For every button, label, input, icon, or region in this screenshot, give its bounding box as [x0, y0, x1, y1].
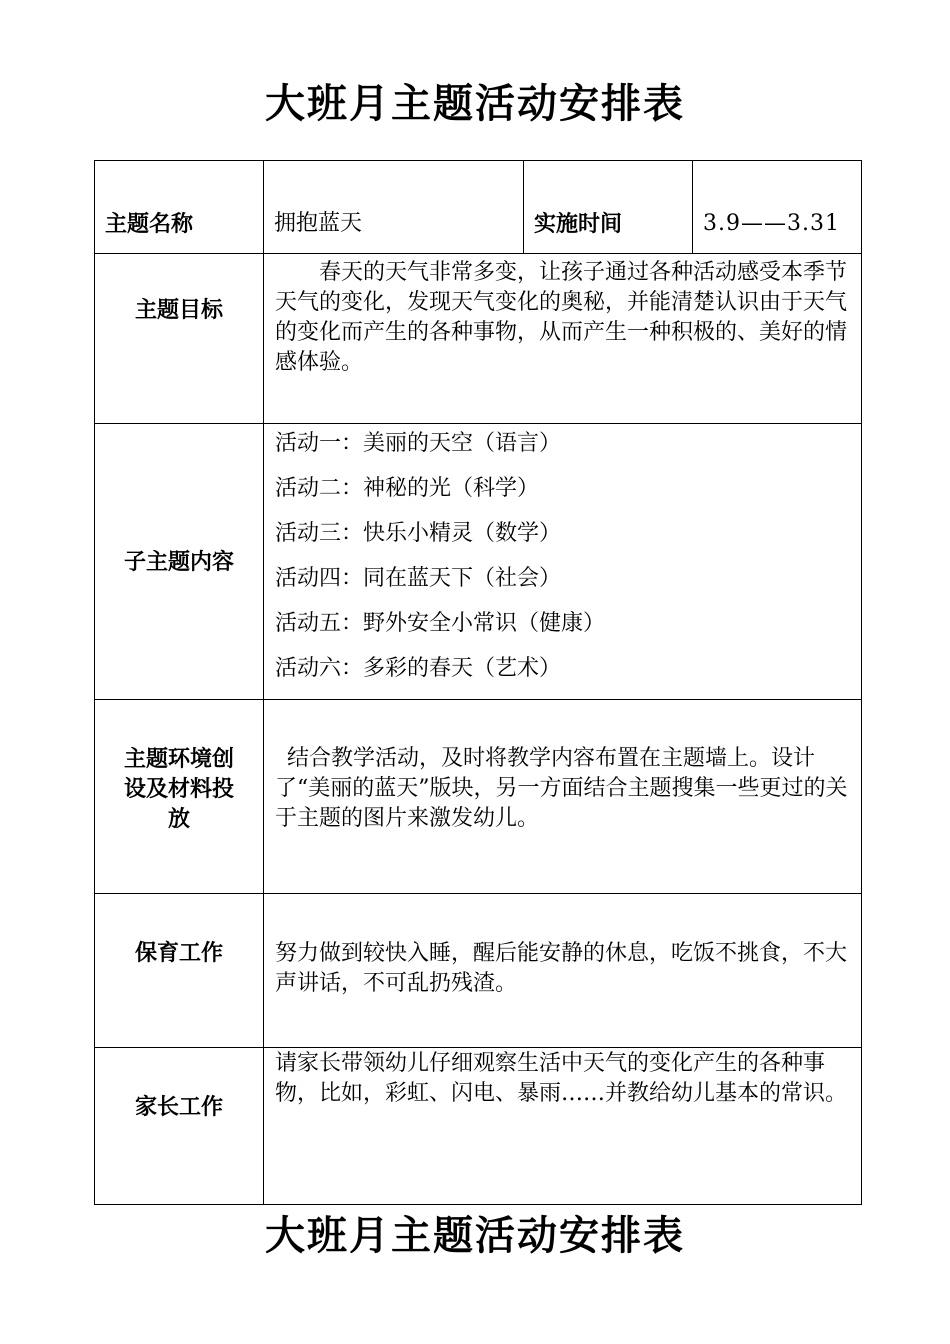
row-theme-name — [95, 161, 862, 254]
row-goal — [95, 254, 862, 424]
page-title: 大班月主题活动安排表 — [265, 80, 685, 127]
list-item: 活动三：快乐小精灵（数学） — [275, 521, 562, 546]
theme-name-value: 拥抱蓝天 — [264, 161, 524, 254]
care-label: 保育工作 — [95, 894, 264, 1048]
environment-label-line: 放 — [167, 806, 190, 832]
environment-label — [95, 700, 264, 894]
parent-text: 请家长带领幼儿仔细观察生活中天气的变化产生的各种事物，比如，彩虹、闪电、暴雨……并教给幼儿基本的常识。 — [264, 1048, 862, 1205]
sub-theme-label: 子主题内容 — [95, 424, 264, 700]
row-environment — [95, 700, 862, 894]
theme-name-label: 主题名称 — [95, 161, 264, 254]
list-item: 活动六：多彩的春天（艺术） — [275, 656, 562, 681]
goal-text: 春天的天气非常多变，让孩子通过各种活动感受本季节天气的变化，发现天气变化的奥秘，并能清楚认识由于天气的变化而产生的各种事物，从而产生一种积极的、美好的情感体验。 — [264, 254, 862, 424]
list-item: 活动四：同在蓝天下（社会） — [275, 566, 562, 591]
goal-label — [95, 254, 264, 424]
care-text: 努力做到较快入睡，醒后能安静的休息，吃饭不挑食，不大声讲话，不可乱扔残渣。 — [264, 894, 862, 1048]
environment-label-line: 主题环境创 — [123, 746, 234, 772]
row-parent — [95, 1048, 862, 1205]
row-sub-themes — [95, 424, 862, 700]
row-care — [95, 894, 862, 1048]
goal-label-text: 主题目标 — [134, 296, 223, 323]
list-item: 活动二：神秘的光（科学） — [275, 476, 540, 501]
footer-title: 大班月主题活动安排表 — [265, 1212, 685, 1259]
activity-table — [94, 160, 862, 1205]
activity-list — [264, 424, 862, 700]
time-value: 3.9——3.31 — [693, 161, 862, 254]
parent-label: 家长工作 — [95, 1048, 264, 1205]
list-item: 活动五：野外安全小常识（健康） — [275, 611, 606, 636]
environment-label-line: 设及材料投 — [123, 776, 234, 802]
environment-text: 结合教学活动，及时将教学内容布置在主题墙上。设计了“美丽的蓝天”版块，另一方面结合主题搜集一些更过的关于主题的图片来激发幼儿。 — [264, 700, 862, 894]
time-label: 实施时间 — [524, 161, 693, 254]
list-item: 活动一：美丽的天空（语言） — [275, 431, 562, 456]
